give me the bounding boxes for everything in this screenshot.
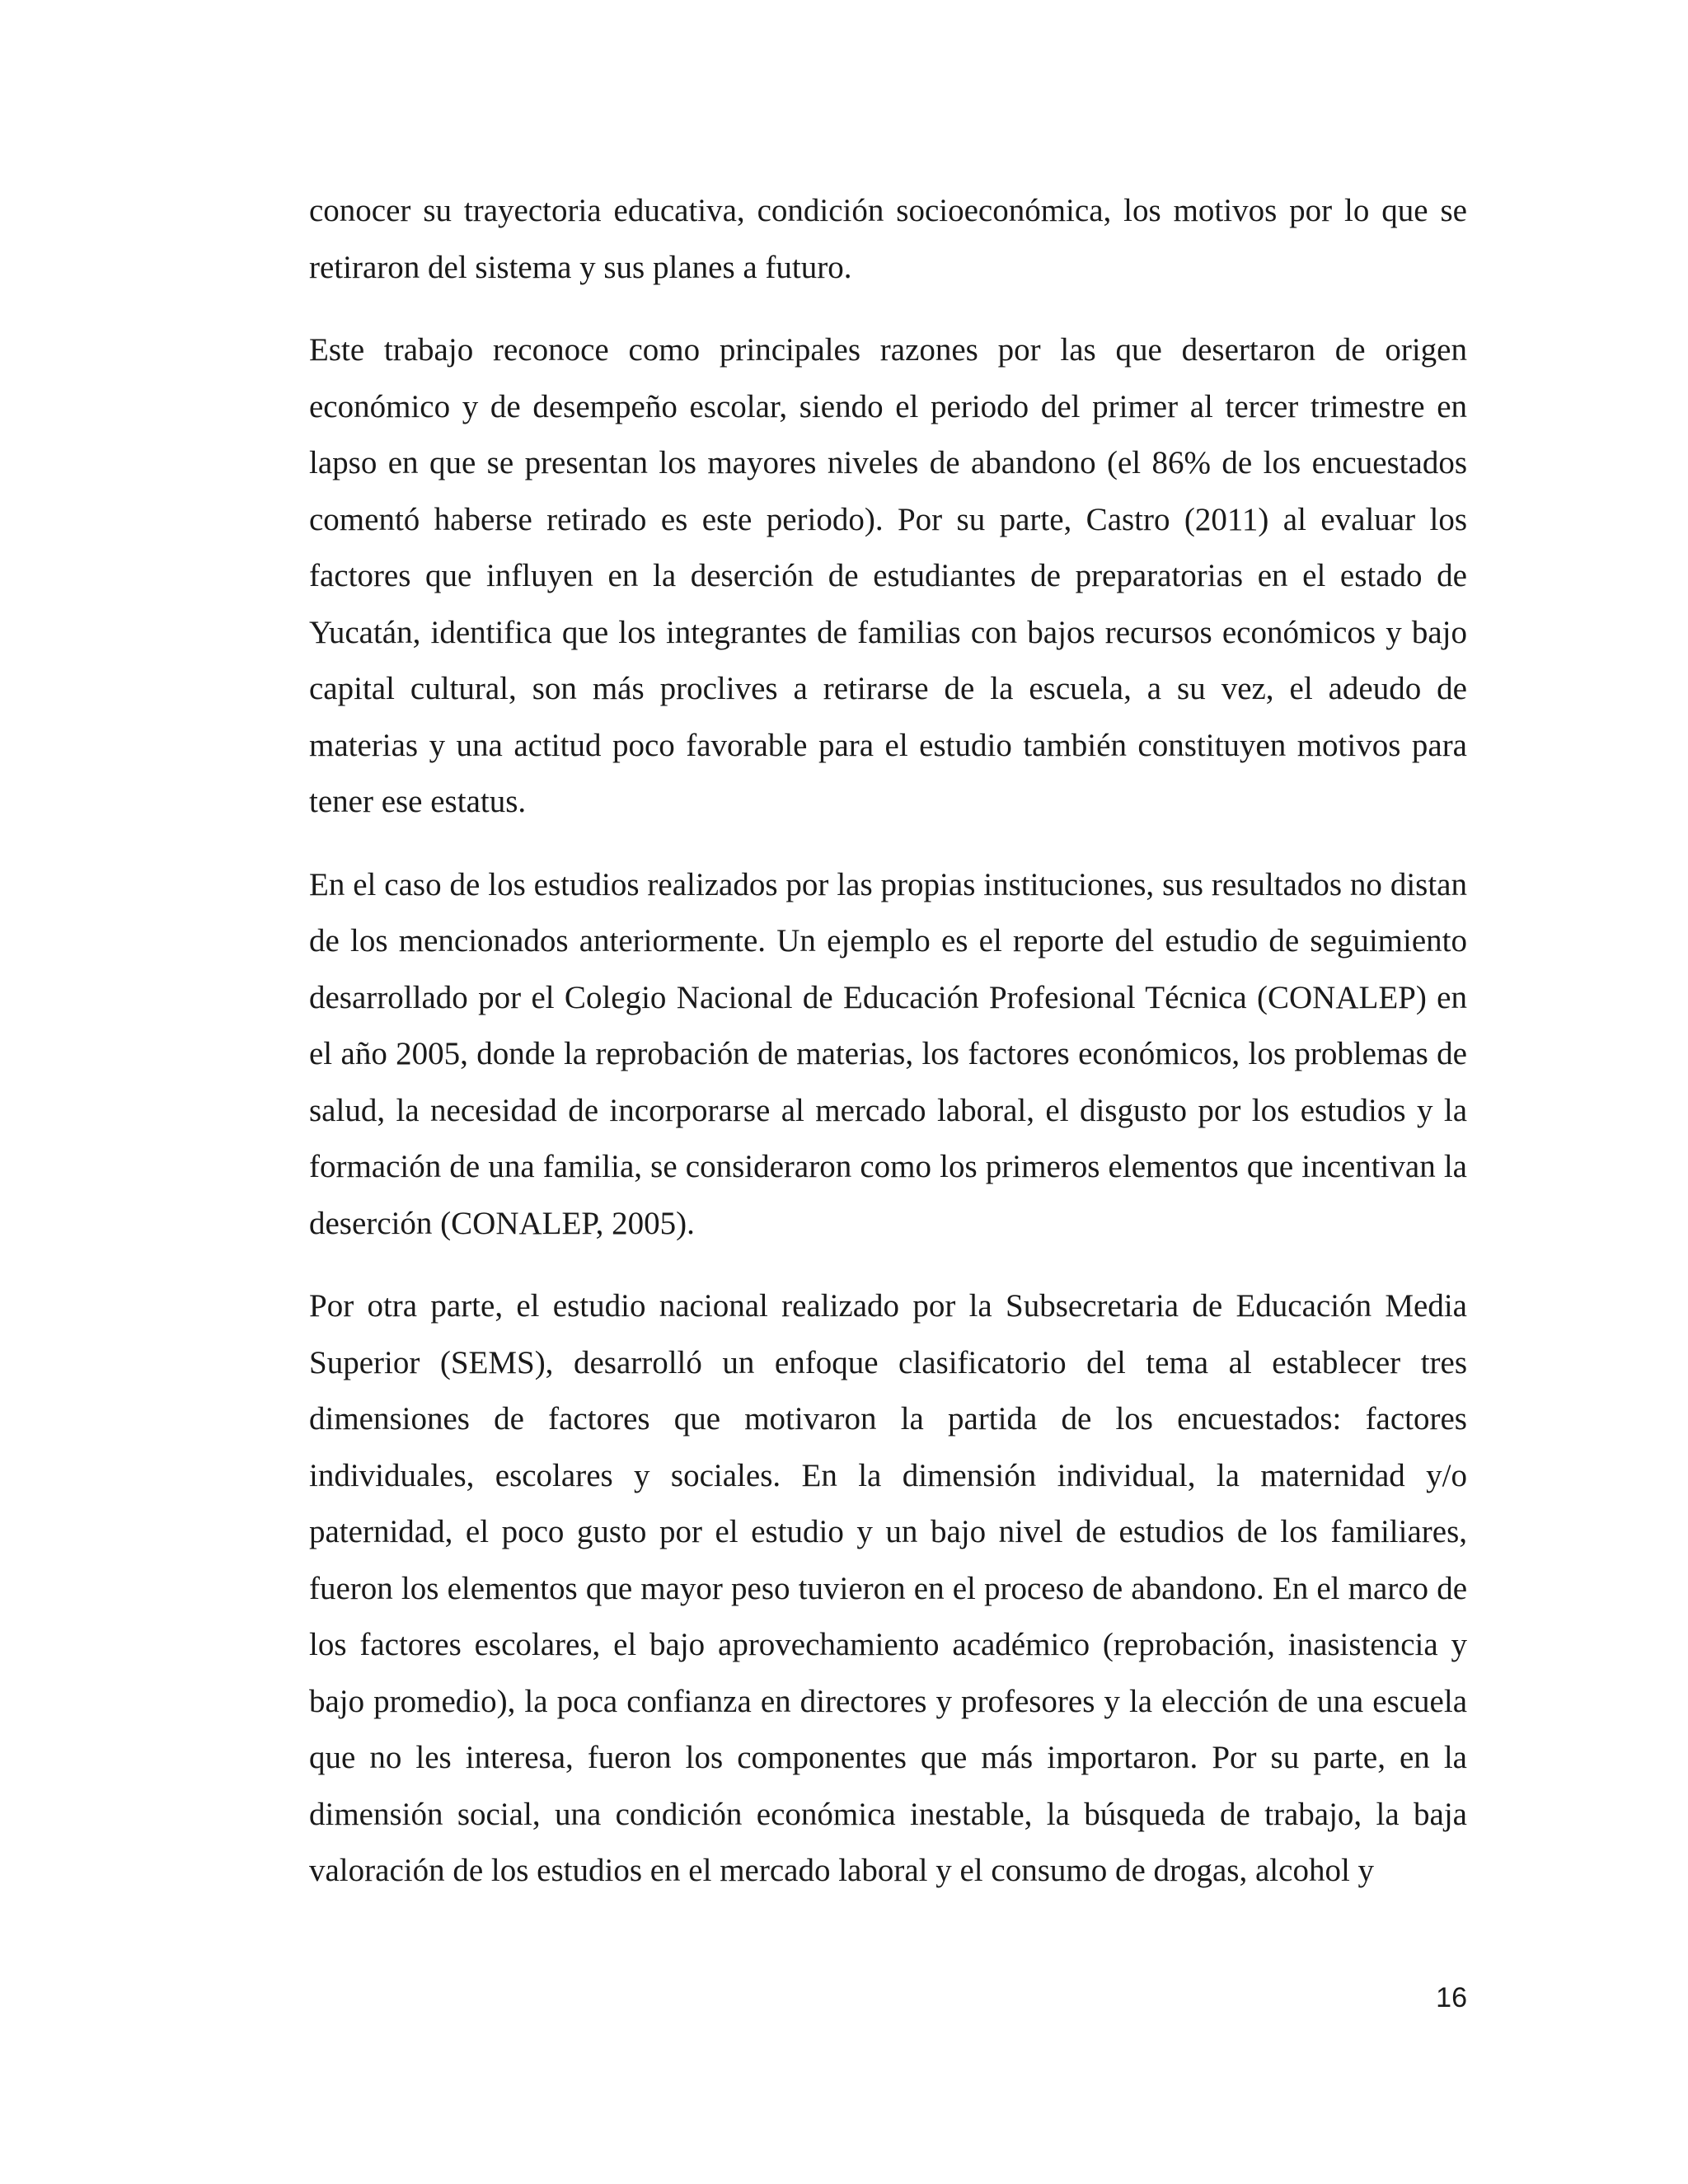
- page-number: 16: [1436, 1982, 1467, 2013]
- paragraph-2: Este trabajo reconoce como principales razones por las que desertaron de origen económico y de desempeño escolar, siendo el periodo del primer al tercer trimestre en lapso en que se presentan los mayores niveles de abandono (el 86% de los encuestados comentó haberse retirado es este periodo). Por su parte, Castro (2011) al evaluar los factores que influyen en la deserción de estudiantes de preparatorias en el estado de Yucatán, identifica que los integrantes de familias con bajos recursos económicos y bajo capital cultural, son más proclives a retirarse de la escuela, a su vez, el adeudo de materias y una actitud poco favorable para el estudio también constituyen motivos para tener ese estatus.: [309, 332, 1467, 819]
- body-text: [309, 183, 1467, 1900]
- paragraph-4: Por otra parte, el estudio nacional realizado por la Subsecretaria de Educación Media Superior (SEMS), desarrolló un enfoque clasificatorio del tema al establecer tres dimensiones de factores que motivaron la partida de los encuestados: factores individuales, escolares y sociales. En la dimensión individual, la maternidad y/o paternidad, el poco gusto por el estudio y un bajo nivel de estudios de los familiares, fueron los elementos que mayor peso tuvieron en el proceso de abandono. En el marco de los factores escolares, el bajo aprovechamiento académico (reprobación, inasistencia y bajo promedio), la poca confianza en directores y profesores y la elección de una escuela que no les interesa, fueron los componentes que más importaron. Por su parte, en la dimensión social, una condición económica inestable, la búsqueda de trabajo, la baja valoración de los estudios en el mercado laboral y el consumo de drogas, alcohol y: [309, 1288, 1467, 1888]
- paragraph-3: En el caso de los estudios realizados por las propias instituciones, sus resultados no distan de los mencionados anteriormente. Un ejemplo es el reporte del estudio de seguimiento desarrollado por el Colegio Nacional de Educación Profesional Técnica (CONALEP) en el año 2005, donde la reprobación de materias, los factores económicos, los problemas de salud, la necesidad de incorporarse al mercado laboral, el disgusto por los estudios y la formación de una familia, se consideraron como los primeros elementos que incentivan la deserción (CONALEP, 2005).: [309, 866, 1467, 1241]
- paragraph-1: conocer su trayectoria educativa, condición socioeconómica, los motivos por lo que se retiraron del sistema y sus planes a futuro.: [309, 193, 1467, 285]
